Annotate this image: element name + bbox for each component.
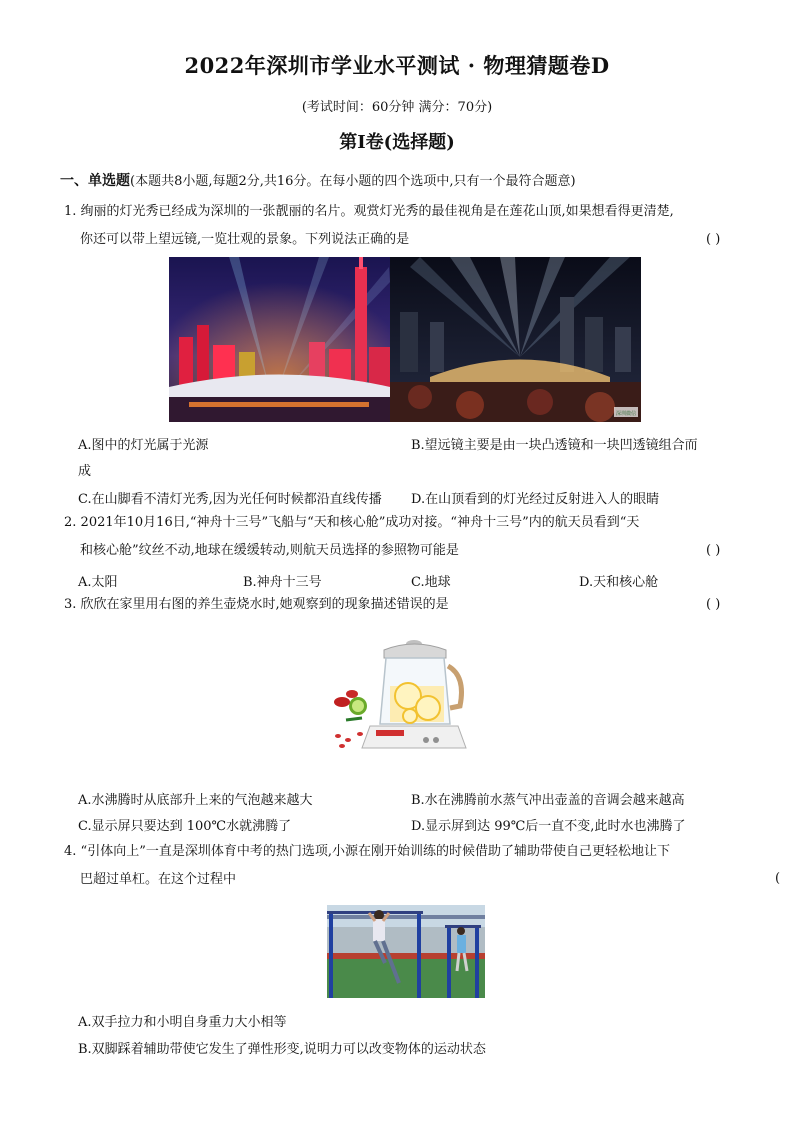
question-1-line2: 你还可以带上望远镜,一览壮观的景象。下列说法正确的是 [80,232,410,247]
option-a: A.水沸腾时从底部升上来的气泡越来越大 [78,793,313,808]
question-1 [64,199,674,225]
option-a: A.图中的灯光属于光源 [78,438,209,453]
option-c: C.地球 [411,575,451,590]
question-number: 3. [64,597,77,612]
question-number: 4. [64,844,77,859]
answer-paren: ( [775,871,781,886]
option-c: C.在山脚看不清灯光秀,因为光任何时候都沿直线传播 [78,492,382,507]
light-show-photo-right [390,257,641,422]
option-a: A.双手拉力和小明自身重力大小相等 [78,1015,287,1030]
question-number: 1. [64,204,77,219]
question-2 [64,510,639,536]
option-b: B.神舟十三号 [243,575,322,590]
answer-paren: ( ) [706,597,721,612]
question-text-line1: 欣欣在家里用右图的养生壶烧水时,她观察到的现象描述错误的是 [80,597,449,612]
question-text-line1: 2021年10月16日,“神舟十三号”飞船与“天和核心舱”成功对接。“神舟十三号”内的航天员看到“天 [80,515,640,530]
section-note: (本题共8小题,每题2分,共16分。在每小题的四个选项中,只有一个最符合题意) [130,174,576,189]
question-3 [64,592,449,618]
option-d: D.天和核心舱 [579,575,659,590]
answer-paren: ( ) [706,543,721,558]
volume-heading: 第Ⅰ卷(选择题) [339,132,455,153]
option-d: D.在山顶看到的灯光经过反射进入人的眼睛 [411,492,660,507]
option-b: B.水在沸腾前水蒸气冲出壶盖的音调会越来越高 [411,793,685,808]
option-b-wrap: 成 [78,464,92,479]
light-show-photo-left [169,257,390,422]
option-a: A.太阳 [78,575,118,590]
option-b: B.望远镜主要是由一块凸透镜和一块凹透镜组合而 [411,438,698,453]
question-text-line1: 绚丽的灯光秀已经成为深圳的一张靓丽的名片。观赏灯光秀的最佳视角是在莲花山顶,如果想看得更清楚, [80,204,674,219]
question-4 [64,839,670,865]
option-d: D.显示屏到达 99℃后一直不变,此时水也沸腾了 [411,819,686,834]
section-label: 一、单选题 [60,173,130,189]
exam-info: (考试时间：60分钟 满分：70分) [301,100,493,115]
pull-up-photo [327,905,485,998]
question-2-line2: 和核心舱”纹丝不动,地球在缓缓转动,则航天员选择的参照物可能是 [80,543,459,558]
watermark-text: 深圳微信 [615,411,637,417]
option-c: C.显示屏只要达到 100℃水就沸腾了 [78,819,292,834]
section-heading [60,170,576,190]
question-4-line2: 巴超过单杠。在这个过程中 [80,872,237,887]
health-kettle-image [328,636,470,766]
page-title: 2022年深圳市学业水平测试 · 物理猜题卷D [184,53,610,78]
question-number: 2. [64,515,77,530]
option-b: B.双脚踩着辅助带使它发生了弹性形变,说明力可以改变物体的运动状态 [78,1042,486,1057]
answer-paren: ( ) [706,232,721,247]
question-text-line1: “引体向上”一直是深圳体育中考的热门选项,小源在刚开始训练的时候借助了辅助带使自己更轻松地让下 [80,844,670,859]
